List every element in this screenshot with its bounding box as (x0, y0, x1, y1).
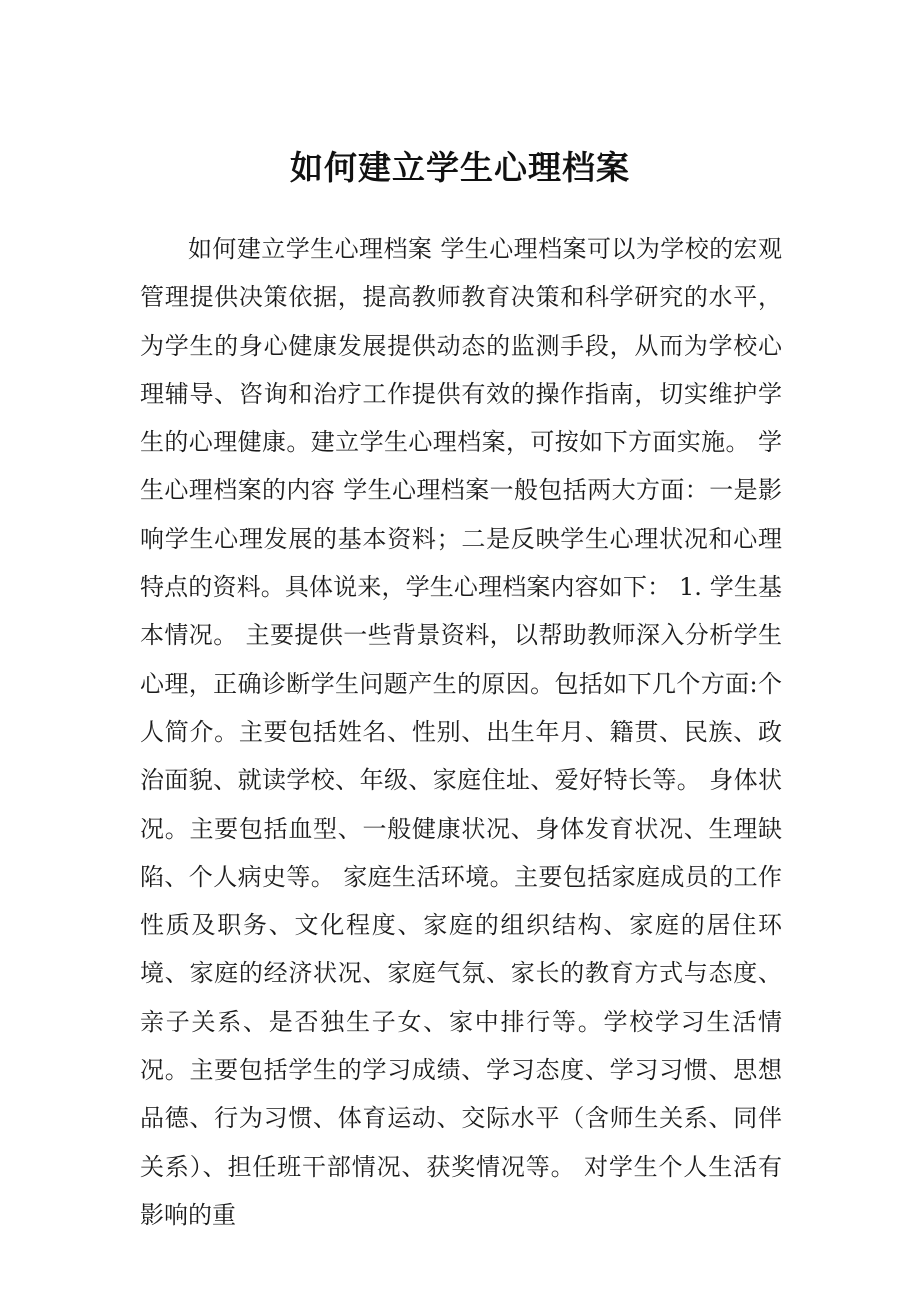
document-title: 如何建立学生心理档案 (290, 148, 630, 187)
document-body-paragraph: 如何建立学生心理档案 学生心理档案可以为学校的宏观管理提供决策依据，提高教师教育决策和科学研究的水平，为学生的身心健康发展提供动态的监测手段，从而为学校心理辅导、咨询和治疗工作提供有效的操作指南，切实维护学生的心理健康。建立学生心理档案，可按如下方面实施。 学生心理档案的内容 学生心理档案一般包括两大方面：一是影响学生心理发展的基本资料；二是反映学生心理状况和心理特点的资料。具体说来，学生心理档案内容如下： 1. 学生基本情况。 主要提供一些背景资料，以帮助教师深入分析学生心理，正确诊断学生问题产生的原因。包括如下几个方面:个人简介。主要包括姓名、性别、出生年月、籍贯、民族、政治面貌、就读学校、年级、家庭住址、爱好特长等。 身体状况。主要包括血型、一般健康状况、身体发育状况、生理缺陷、个人病史等。 家庭生活环境。主要包括家庭成员的工作性质及职务、文化程度、家庭的组织结构、家庭的居住环境、家庭的经济状况、家庭气氛、家长的教育方式与态度、亲子关系、是否独生子女、家中排行等。学校学习生活情况。主要包括学生的学习成绩、学习态度、学习习惯、思想品德、行为习惯、体育运动、交际水平（含师生关系、同伴关系）、担任班干部情况、获奖情况等。 对学生个人生活有影响的重 (140, 235, 782, 1229)
